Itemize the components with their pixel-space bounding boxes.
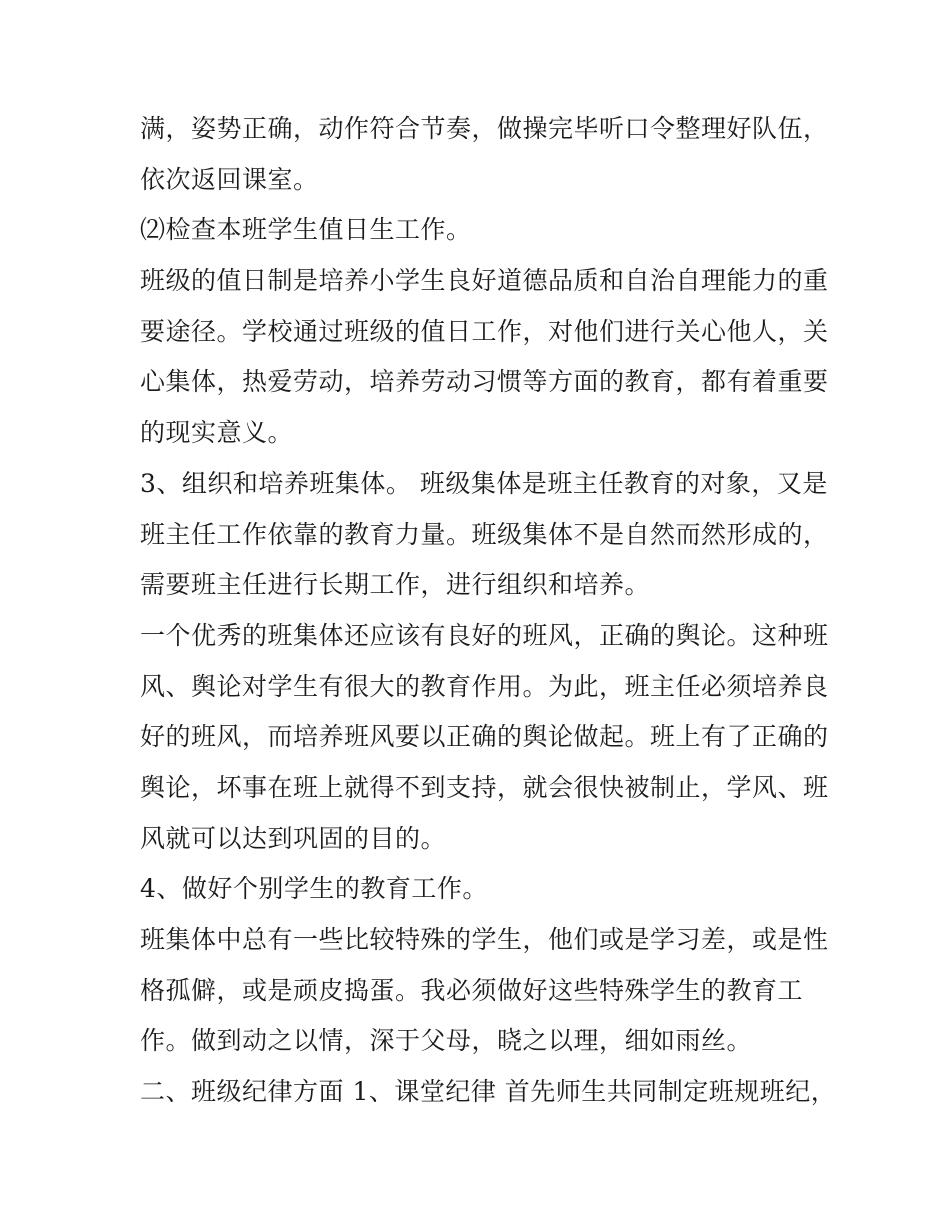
text-line: 作。做到动之以情，深于父母，晓之以理，细如雨丝。 <box>140 1026 753 1056</box>
document-body <box>140 104 837 1118</box>
text-line: 要途径。学校通过班级的值日工作，对他们进行关心他人，关 <box>140 316 829 346</box>
text-line: 心集体，热爱劳动，培养劳动习惯等方面的教育，都有着重要 <box>140 367 829 397</box>
text-line: 4、做好个别学生的教育工作。 <box>140 874 488 904</box>
text-line: 班级的值日制是培养小学生良好道德品质和自治自理能力的重 <box>140 266 829 296</box>
text-line: 班集体中总有一些比较特殊的学生，他们或是学习差，或是性 <box>140 925 829 954</box>
text-line: 依次返回课室。 <box>140 164 319 194</box>
text-line: 一个优秀的班集体还应该有良好的班风，正确的舆论。这种班 <box>140 620 829 650</box>
text-line: ⑵检查本班学生值日生工作。 <box>140 215 472 245</box>
text-line: 好的班风，而培养班风要以正确的舆论做起。班上有了正确的 <box>140 722 829 752</box>
text-line: 格孤僻，或是顽皮捣蛋。我必须做好这些特殊学生的教育工 <box>140 975 804 1005</box>
text-line: 风、舆论对学生有很大的教育作用。为此，班主任必须培养良 <box>140 671 829 701</box>
text-line: 风就可以达到巩固的目的。 <box>140 823 447 853</box>
text-line: 二、班级纪律方面 1、课堂纪律 首先师生共同制定班规班纪， <box>140 1077 837 1107</box>
text-line: 满，姿势正确，动作符合节奏，做操完毕听口令整理好队伍， <box>140 114 829 143</box>
text-line: 班主任工作依靠的教育力量。班级集体不是自然而然形成的， <box>140 519 829 549</box>
text-line: 需要班主任进行长期工作，进行组织和培养。 <box>140 570 651 600</box>
text-line: 舆论，坏事在班上就得不到支持，就会很快被制止，学风、班 <box>140 772 829 802</box>
text-line: 的现实意义。 <box>140 418 294 448</box>
text-line: 3、组织和培养班集体。 班级集体是班主任教育的对象，又是 <box>140 468 828 498</box>
